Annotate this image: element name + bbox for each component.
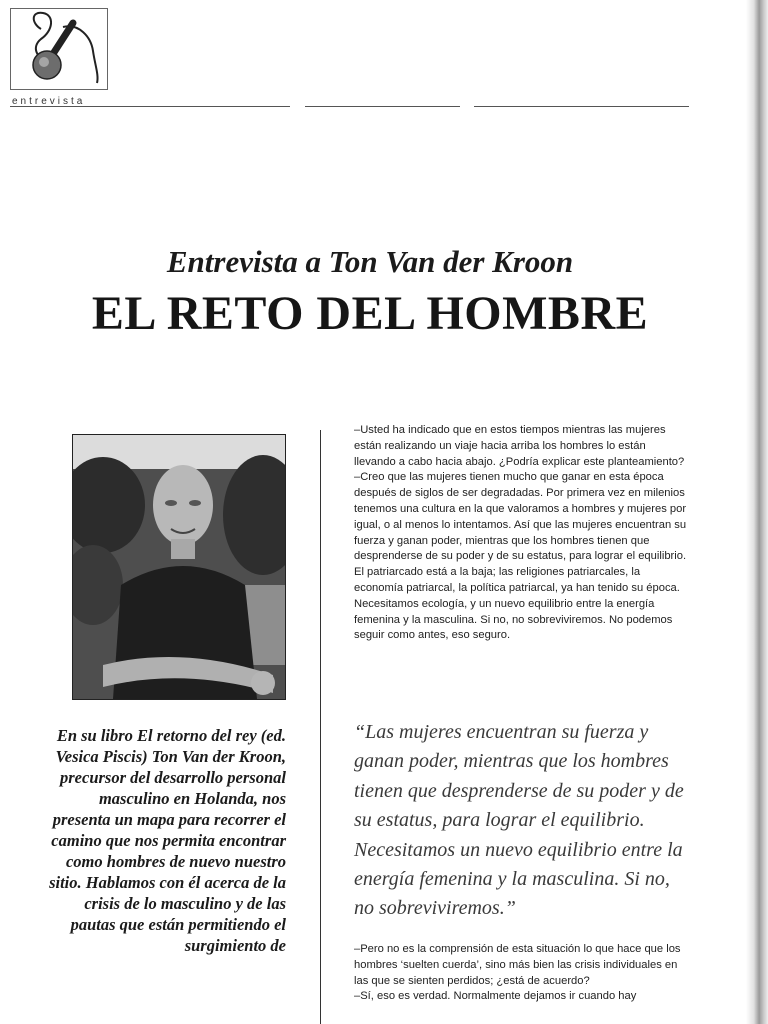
page-edge-shadow (746, 0, 768, 1024)
microphone-icon (11, 9, 107, 89)
interview-answer-1: –Creo que las mujeres tienen mucho que ganar en esta época después de siglos de ser degradadas. Por primera vez en milenios tenemos una cultura en la que valoramos a hombres y mujeres por igual, o al menos lo intentamos. Así que las mujeres encuentran su fuerza y ganan poder, mientras que los hombres tienen que desprenderse de su poder y de su estatus, para lograr el equilibrio. El patriarcado está a la baja; las religiones patriarcales, la economía patriarcal, la política patriarcal, ya han tenido su época. Necesitamos ecología, y un nuevo equilibrio entre la energía femenina y la masculina. Si no, no sobreviviremos. No podemos seguir como antes, eso seguro. (354, 471, 687, 642)
interview-answer-2: –Sí, eso es verdad. Normalmente dejamos ir cuando hay (354, 990, 637, 1003)
article-title: EL RETO DEL HOMBRE (91, 287, 649, 340)
header-rule-left (10, 106, 290, 107)
article-subtitle: Entrevista a Ton Van der Kroon (166, 244, 574, 279)
section-label: entrevista (12, 96, 86, 107)
interview-question-2: –Pero no es la comprensión de esta situación lo que hace que los hombres ‘suelten cuerda’, sino más bien las crisis individuales en las que se sienten perdidos; ¿está de acuerdo? (354, 943, 681, 987)
lead-paragraph: En su libro El retorno del rey (ed. Vesica Piscis) Ton Van der Kroon, precursor del desarrollo personal masculino en Holanda, nos presenta un mapa para recorrer el camino que nos permita encontrar como hombres de nuevo nuestro sitio. Hablamos con él acerca de la crisis de lo masculino y de las pautas que están permitiendo el surgimiento de (49, 726, 286, 955)
interview-block-2 (354, 942, 690, 1005)
portrait-illustration (73, 435, 285, 699)
column-divider (320, 430, 321, 1024)
header-rule-right (474, 106, 689, 107)
pull-quote: “Las mujeres encuentran su fuerza y ganan poder, mientras que los hombres tienen que desprenderse de su poder y de su estatus, para lograr el equilibrio. Necesitamos un nuevo equilibrio entre la energía femenina y la masculina. Si no, no sobreviviremos.” (354, 721, 684, 920)
interview-question-1: –Usted ha indicado que en estos tiempos mientras las mujeres están realizando un viaje hacia arriba los hombres lo están llevando a cabo hacia abajo. ¿Podría explicar este planteamiento? (354, 424, 685, 468)
microphone-logo (10, 8, 108, 90)
interview-block-1 (354, 423, 690, 644)
portrait-photo (72, 434, 286, 700)
header-rule-middle (305, 106, 460, 107)
